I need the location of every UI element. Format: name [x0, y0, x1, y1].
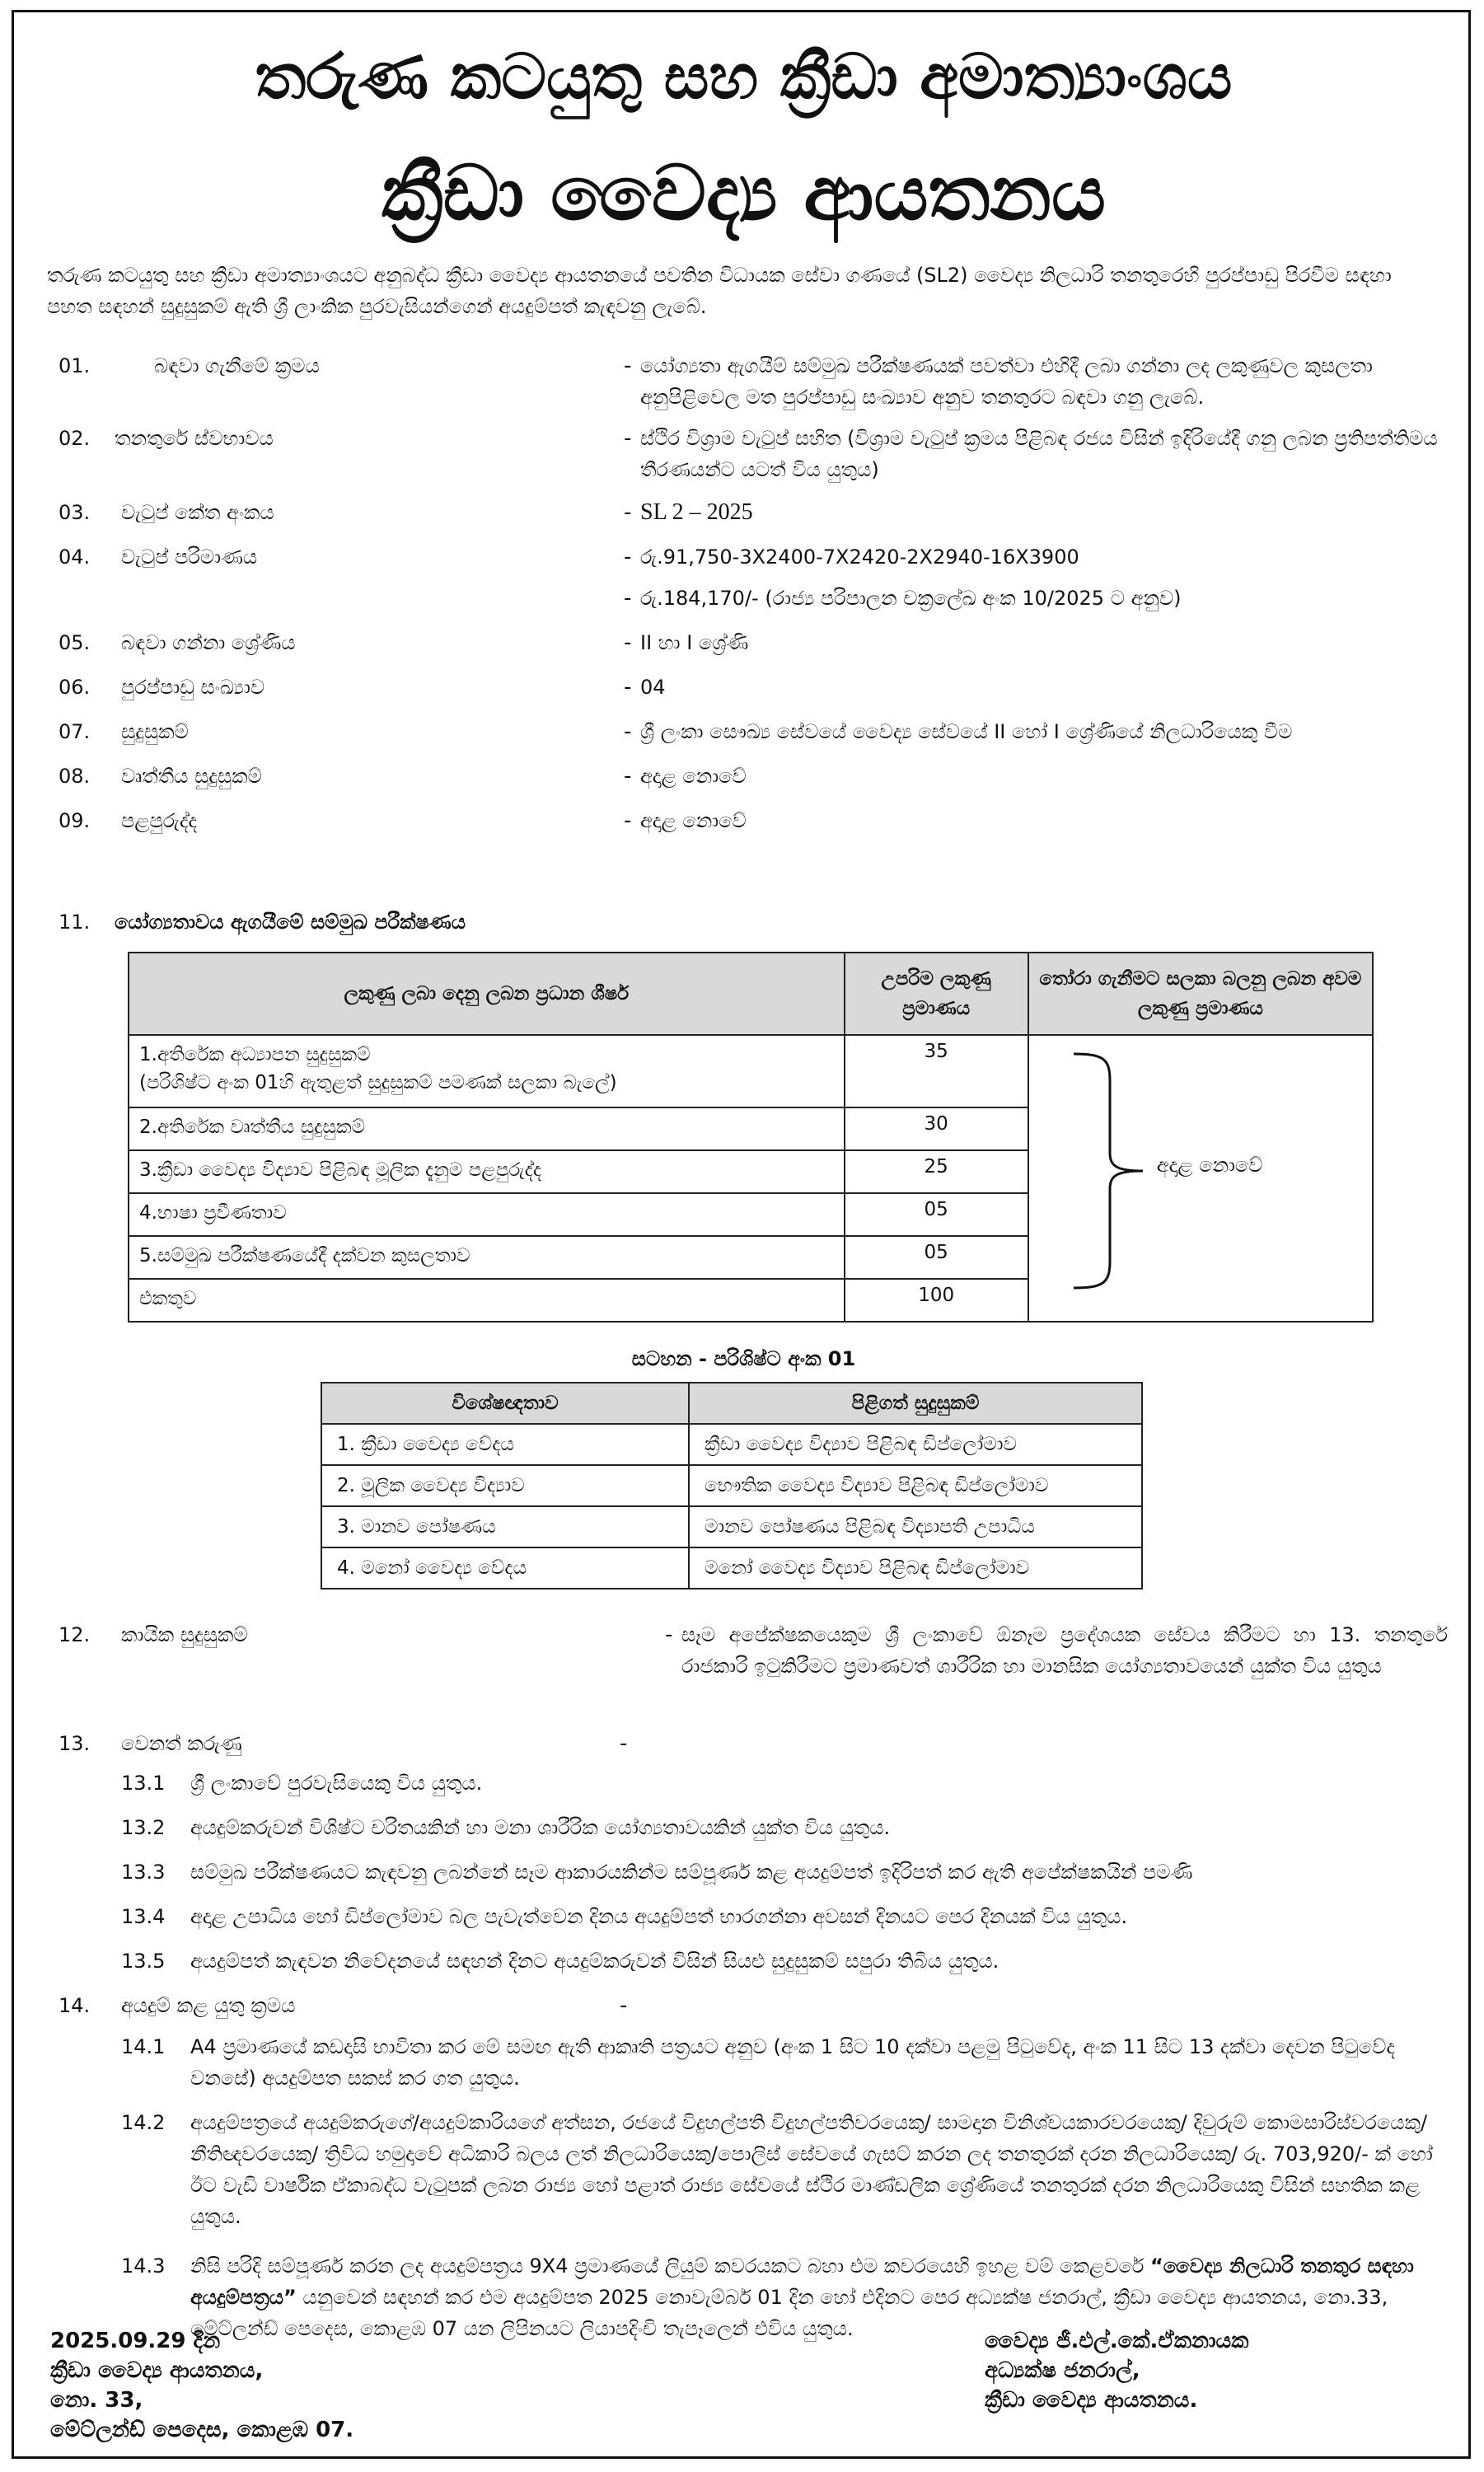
- item-label: වැටුප් කේත අංකය: [121, 501, 274, 524]
- max-marks-cell: 25: [845, 1150, 1028, 1193]
- envelope-label: “වෛද්‍ය නිලධාරි තනතුර සඳහා අයදුම්පත්‍රය”: [190, 2254, 1414, 2309]
- qualification-cell: මානව පෝෂණය පිළිබඳ විද්‍යාපති උපාධිය: [689, 1506, 1142, 1547]
- min-marks-cell: [1028, 1035, 1373, 1322]
- intro-paragraph: තරුණ කටයුතු සහ ක්‍රීඩා අමාත්‍යාංශයට අනුබද්ධ ක්‍රීඩා වෛද්‍ය ආයතනයේ පවතින විධායක සේවා ගණයේ (SL2) වෛද්‍ය නිලධාරි තනතුරෙහි පුරප්පාඩු පිරවීම සඳහා පහත සඳහන් සුදුසුකම් ඇති ශ්‍රී ලාංකික පුරවැසියන්ගෙන් අයදුම්පත් කැඳවනු ලැබේ.: [47, 264, 1392, 318]
- item-dash: -: [665, 1622, 673, 1647]
- item-number: 14.: [59, 1994, 91, 2017]
- item-value: සෑම අපේක්ෂකයෙකුම ශ්‍රී ලංකාවේ ඕනෑම ප්‍රදේශයක සේවය කිරීමට හා 13. තනතුරේ රාජකාරි ඉටුකිරීමට ප්‍රමාණවත් ශාරීරික හා මානසික යෝග්‍යතාවයෙන් යුක්ත විය යුතුය: [681, 1623, 1448, 1678]
- item-dash: -: [620, 1993, 628, 2018]
- specialty-cell: 3. මානව පෝෂණය: [321, 1506, 689, 1547]
- table-row: [321, 1506, 1142, 1547]
- item-label: වැටුප් පරිමාණය: [121, 545, 258, 569]
- item-label: බඳවා ගැනීමේ ක්‍රමය: [154, 354, 320, 377]
- footer-line: මේට්ලන්ඩ් පෙදෙස, කොළඹ 07.: [50, 2418, 354, 2442]
- table-row: [321, 1547, 1142, 1589]
- table-header: උපරිම ලකුණු ප්‍රමාණය: [845, 953, 1028, 1035]
- table-header: පිළිගත් සුදුසුකම්: [689, 1383, 1142, 1424]
- table-row: [129, 1035, 1373, 1107]
- min-marks-value: අදාළ නොවේ: [1156, 1154, 1263, 1177]
- max-marks-cell: 100: [845, 1279, 1028, 1322]
- item-number: 06.: [59, 676, 91, 699]
- signatory-institute: ක්‍රීඩා වෛද්‍ය ආයතනය.: [985, 2388, 1198, 2413]
- institute-heading: ක්‍රීඩා වෛද්‍ය ආයතනය: [381, 149, 1107, 237]
- qualification-cell: ක්‍රීඩා වෛද්‍ය විද්‍යාව පිළිබඳ ඩිප්ලෝමාව: [689, 1424, 1142, 1465]
- item-label: තනතුරේ ස්වභාවය: [115, 427, 274, 450]
- subitem-number: 13.5: [121, 1950, 166, 1973]
- subitem-text: [190, 2250, 1443, 2344]
- item-label: යෝග්‍යතාවය ඇගයීමේ සම්මුඛ පරීක්ෂණය: [115, 911, 466, 934]
- item-dash: -: [624, 545, 632, 569]
- item-dash: -: [624, 586, 632, 611]
- item-label: බඳවා ගන්නා ශ්‍රේණිය: [121, 631, 296, 654]
- item-number: 12.: [59, 1623, 91, 1646]
- ministry-heading: තරුණ කටයුතු සහ ක්‍රීඩා අමාත්‍යාංශය: [255, 40, 1233, 113]
- item-value: II හා I ශ්‍රේණි: [640, 631, 749, 654]
- subitem-text: අයදුම්පත් කැඳවන නිවේදනයේ සඳහන් දිනට අයදුම්කරුවන් විසින් සියළු සුදුසුකම් සපුරා තිබිය යුතුය.: [190, 1950, 999, 1973]
- item-dash: -: [620, 1731, 628, 1756]
- item-dash: -: [624, 353, 632, 378]
- item-value: රු.184,170/- (රාජ්‍ය පරිපාලන චක්‍රලේඛ අංක 10/2025 ට අනුව): [640, 587, 1182, 610]
- criterion-label: එකතුව: [129, 1279, 845, 1322]
- max-marks-cell: 05: [845, 1193, 1028, 1236]
- table-header: ලකුණු ලබා දෙනු ලබන ප්‍රධාන ශීර්ෂ: [129, 953, 845, 1035]
- qualification-cell: මනෝ වෛද්‍ය විද්‍යාව පිළිබඳ ඩිප්ලෝමාව: [689, 1547, 1142, 1589]
- footer-date: 2025.09.29 දින: [50, 2329, 221, 2353]
- item-value: ශ්‍රී ලංකා සෞඛ්‍ය සේවයේ වෛද්‍ය සේවයේ II හෝ I ශ්‍රේණියේ නිලධාරියෙකු වීම: [640, 720, 1293, 743]
- subitem-number: 13.1: [121, 1772, 166, 1795]
- specialty-cell: 1. ක්‍රීඩා වෛද්‍ය වේදය: [321, 1424, 689, 1465]
- item-value: ස්ථිර විශ්‍රාම වැටුප් සහිත (විශ්‍රාම වැටුප් ක්‍රමය පිළිබඳ රජය විසින් ඉදිරියේදී ගනු ලබන ප්‍රතිපත්තිමය තීරණයන්ට යටත් විය යුතුය): [640, 427, 1438, 481]
- item-value: රු.91,750-3X2400-7X2420-2X2940-16X3900: [640, 545, 1079, 569]
- item-number: 09.: [59, 809, 91, 832]
- criterion-label: 1.අතිරේක අධ්‍යාපන සුදුසුකම්: [139, 1044, 371, 1065]
- item-label: අයදුම් කළ යුතු ක්‍රමය: [121, 1994, 296, 2017]
- subitem-text: සම්මුඛ පරීක්ෂණයට කැඳවනු ලබන්නේ සෑම ආකාරයකින්ම සම්පූර්ණ කළ අයදුම්පත් ඉදිරිපත් කර ඇති අපේක්ෂකයින් පමණි: [190, 1861, 1193, 1884]
- signatory-title: අධ්‍යක්ෂ ජනරාල්,: [985, 2358, 1140, 2383]
- item-number: 11.: [59, 911, 91, 934]
- item-number: 13.: [59, 1732, 91, 1755]
- item-number: 03.: [59, 501, 91, 524]
- item-number: 01.: [59, 354, 91, 377]
- max-marks-cell: 05: [845, 1236, 1028, 1279]
- item-dash: -: [624, 719, 632, 744]
- item-value: අදාළ නොවේ: [640, 809, 747, 832]
- subitem-text: අයදුම්පත්‍රයේ අයදුම්කරුගේ/අයදුම්කාරියගේ අත්සන, රජයේ විදුහල්පති විදුහල්පතිවරයෙකු/ සාමදාන විනිශ්චයකාරවරයෙකු/ දිවුරුම් කොමසාරිස්වරයෙකු/ නීතිඥවරයෙකු/ ත්‍රිවිධ හමුදාවේ අධිකාරි බලය ලත් නිලධාරියෙකු/පොලිස් සේවයේ ගැසට් කරන ලද තනතුරක් දරන නිලධාරියෙකු/ රු. 703,920/- ක් හෝ ඊට වැඩි වාර්ෂික ඒකාබද්ධ වැටුපක් ලබන රාජ්‍ය හෝ පළාත් රාජ්‍ය සේවයේ ස්ථිර මාණ්ඩලික ශ්‍රේණියේ තනතුරක් දරන නිලධාරියෙකු විසින් සහතික කළ යුතුය.: [190, 2111, 1433, 2228]
- table-row: [321, 1424, 1142, 1465]
- subitem-number: 14.2: [121, 2111, 166, 2134]
- item-dash: -: [624, 808, 632, 833]
- table-header: තෝරා ගැනීමට සලකා බලනු ලබන අවම ලකුණු ප්‍රමාණය: [1028, 953, 1373, 1035]
- item-dash: -: [624, 675, 632, 700]
- subitem-text: අදාළ උපාධිය හෝ ඩිප්ලෝමාව බල පැවැත්වෙන දිනය අයදුම්පත් භාරගන්නා අවසන් දිනයට පෙර දිනයක් විය යුතුය.: [190, 1905, 1128, 1928]
- footer-signatory: [985, 2326, 1248, 2415]
- subitem-number: 14.1: [121, 2035, 166, 2058]
- item-number: 04.: [59, 545, 91, 569]
- max-marks-cell: 35: [845, 1035, 1028, 1107]
- criterion-label: 3.ක්‍රීඩා වෛද්‍ය විද්‍යාව පිළිබඳ මූලික දැනුම පළපුරුද්ද: [129, 1150, 845, 1193]
- curly-brace-icon: [1062, 1047, 1161, 1295]
- specialty-cell: 2. මූලික වෛද්‍ය විද්‍යාව: [321, 1465, 689, 1506]
- item-label: සුදුසුකම්: [121, 720, 189, 743]
- signatory-name: වෛද්‍ය ජී.එල්.කේ.ඒකනායක: [985, 2329, 1249, 2353]
- subitem-number: 13.2: [121, 1816, 166, 1839]
- qualification-cell: භෞතික වෛද්‍ය විද්‍යාව පිළිබඳ ඩිප්ලෝමාව: [689, 1465, 1142, 1506]
- item-dash: -: [624, 426, 632, 451]
- specialty-cell: 4. මනෝ වෛද්‍ය වේදය: [321, 1547, 689, 1589]
- item-label: පුරප්පාඩු සංඛ්‍යාව: [121, 676, 265, 699]
- table-row: [321, 1465, 1142, 1506]
- item-label: කායික සුදුසුකම්: [121, 1623, 248, 1646]
- annex-table: [321, 1382, 1143, 1589]
- item-dash: -: [624, 764, 632, 789]
- criterion-label: 2.අතිරේක වෘත්තීය සුදුසුකම්: [129, 1107, 845, 1150]
- annex-title: සටහන - පරිශිෂ්ට අංක 01: [631, 1347, 856, 1370]
- item-value: 04: [640, 676, 666, 699]
- subitem-text: A4 ප්‍රමාණයේ කඩදාසි භාවිතා කර මේ සමඟ ඇති ආකෘති පත්‍රයට අනුව (අංක 1 සිට 10 දක්වා පළමු පිටුවේද, අංක 11 සිට 13 දක්වා දෙවන පිටුවේද වනසේ) අයදුම්පත සකස් කර ගත යුතුය.: [190, 2035, 1396, 2090]
- item-number: 07.: [59, 720, 91, 743]
- item-value: අදාළ නොවේ: [640, 765, 747, 788]
- max-marks-cell: 30: [845, 1107, 1028, 1150]
- table-header: විශේෂඥතාව: [321, 1383, 689, 1424]
- subitem-number: 14.3: [121, 2254, 166, 2278]
- footer-line: නො. 33,: [50, 2388, 143, 2413]
- subitem-number: 13.3: [121, 1861, 166, 1884]
- criterion-label: 4.භාෂා ප්‍රවීණතාව: [129, 1193, 845, 1236]
- footer-address: [50, 2326, 353, 2445]
- subitem-number: 13.4: [121, 1905, 166, 1928]
- criterion-label: 5.සම්මුඛ පරීක්ෂණයේදී දක්වන කුසලතාව: [129, 1236, 845, 1279]
- subitem-text-part: නිසි පරිදි සම්පූර්ණ කරන ලද අයදුම්පත්‍රය 9X4 ප්‍රමාණයේ ලියුම් කවරයකට බහා එම කවරයෙහි ඉහළ වම් කෙළවරේ: [190, 2254, 1150, 2278]
- item-value: යෝග්‍යතා ඇගයීම් සම්මුඛ පරීක්ෂණයක් පවත්වා එහිදී ලබා ගන්නා ලද ලකුණුවල කුසලතා අනුපිළිවෙල මත පුරප්පාඩු සංඛ්‍යාව අනුව තනතුරට බඳවා ගනු ලැබේ.: [640, 354, 1373, 409]
- item-label: වෘත්තීය සුදුසුකම්: [121, 765, 262, 788]
- item-number: 08.: [59, 765, 91, 788]
- subitem-text: ශ්‍රී ලංකාවේ පුරවැසියෙකු විය යුතුය.: [190, 1772, 483, 1795]
- marks-table: [128, 952, 1374, 1323]
- item-dash: -: [624, 500, 632, 525]
- item-dash: -: [624, 630, 632, 655]
- item-label: වෙනත් කරුණු: [121, 1732, 242, 1755]
- criterion-note: (පරිශිෂ්ට අංක 01හි ඇතුළත් සුදුසුකම් පමණක් සලකා බැලේ): [139, 1072, 617, 1093]
- subitem-text: අයදුම්කරුවන් විශිෂ්ට චරිතයකින් හා මනා ශාරීරික යෝග්‍යතාවයකින් යුක්ත විය යුතුය.: [190, 1816, 891, 1839]
- advertisement-page: [12, 10, 1471, 2459]
- footer-line: ක්‍රීඩා වෛද්‍ය ආයතනය,: [50, 2358, 264, 2383]
- item-number: 05.: [59, 631, 91, 654]
- item-value: SL 2 – 2025: [640, 499, 753, 525]
- subitem-text-part: යනුවෙන් සඳහන් කර එම අයදුම්පත 2025 නොවැම්බර් 01 දින හෝ එදිනට පෙර අධ්‍යක්ෂ ජනරාල්, ක්‍රීඩා වෛද්‍ය ආයතනය, නො.33, මේට්ලන්ඩ් පෙදෙස, කොළඹ 07 යන ලිපිනයට ලියාපදිංචි තැපෑලෙන් එවිය යුතුය.: [190, 2286, 1388, 2340]
- item-label: පළපුරුද්ද: [121, 809, 198, 832]
- table-cell: [129, 1035, 845, 1107]
- item-number: 02.: [59, 427, 91, 450]
